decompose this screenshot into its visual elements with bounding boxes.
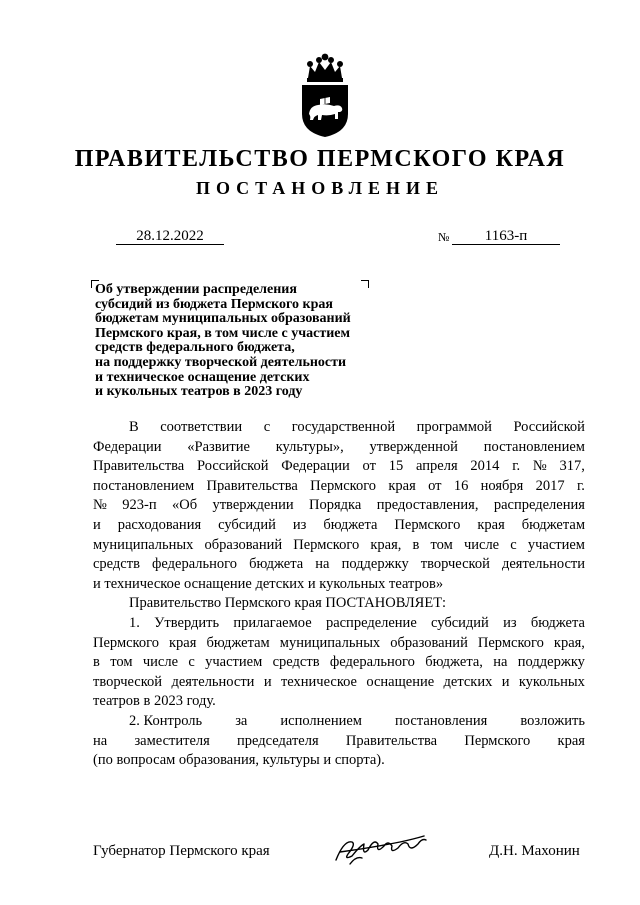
body-word: 1. bbox=[129, 614, 140, 631]
body-word: Федерации bbox=[281, 458, 350, 475]
body-word: субсидий bbox=[218, 516, 276, 533]
body-word: кукольных bbox=[518, 673, 585, 690]
body-word: участием bbox=[527, 536, 585, 553]
body-word: образований bbox=[390, 634, 468, 651]
subject-line: Об утверждении распределения bbox=[95, 282, 297, 297]
body-word: Пермского bbox=[464, 732, 531, 749]
body-word: бюджетам bbox=[521, 516, 585, 533]
body-word: Пермского bbox=[293, 536, 360, 553]
body-line bbox=[93, 457, 585, 477]
body-word: Федерации bbox=[93, 438, 162, 455]
body-line bbox=[93, 751, 585, 771]
body-word: с bbox=[188, 654, 195, 671]
body-word: муниципальных bbox=[93, 536, 194, 553]
body-word: и bbox=[263, 673, 272, 690]
body-word: театров в 2023 году. bbox=[93, 693, 216, 710]
body-line bbox=[93, 614, 585, 634]
body-word: 317, bbox=[559, 458, 585, 475]
body-word: Пермского bbox=[310, 477, 377, 494]
subject-line: бюджетам муниципальных образований bbox=[95, 311, 351, 327]
body-word: распределение bbox=[325, 614, 417, 631]
body-word: края, bbox=[370, 536, 402, 553]
body-line bbox=[93, 438, 585, 458]
body-word: с bbox=[263, 419, 271, 435]
body-word: и bbox=[93, 516, 101, 533]
body-word: 16 bbox=[453, 477, 469, 494]
body-word: средств bbox=[93, 556, 140, 573]
body-word: возложить bbox=[520, 712, 585, 729]
body-word: Пермского bbox=[394, 516, 461, 533]
body-word: федерального bbox=[152, 556, 237, 573]
subject-line: и кукольных театров в 2023 году bbox=[95, 384, 303, 400]
document-subject bbox=[95, 283, 385, 400]
document-date: 28.12.2022 bbox=[116, 228, 224, 245]
number-sign: № bbox=[438, 230, 450, 244]
document-type: ПОСТАНОВЛЕНИЕ bbox=[195, 178, 445, 198]
body-line bbox=[93, 516, 585, 536]
body-word: постановлением bbox=[93, 477, 195, 494]
body-word: средств bbox=[272, 654, 320, 671]
body-word: за bbox=[235, 712, 248, 729]
body-word: образований bbox=[204, 536, 283, 553]
body-line bbox=[93, 634, 585, 654]
body-word: числе bbox=[142, 654, 179, 671]
body-word: края bbox=[557, 732, 585, 749]
body-word: на bbox=[93, 732, 108, 749]
body-word: соответствии bbox=[160, 419, 243, 435]
body-line bbox=[93, 653, 585, 673]
body-word: 2014 bbox=[470, 458, 500, 475]
body-word: исполнением bbox=[280, 712, 362, 729]
body-word: том bbox=[430, 536, 453, 553]
body-line bbox=[93, 496, 585, 516]
body-word: в bbox=[93, 654, 100, 671]
body-word: № bbox=[93, 497, 107, 514]
subject-line: на поддержку творческой деятельности bbox=[95, 354, 347, 370]
body-word: Пермского bbox=[93, 634, 159, 651]
body-line bbox=[93, 555, 585, 575]
body-word: государственной bbox=[291, 419, 396, 435]
body-word: Правительства bbox=[206, 477, 298, 494]
body-word: г. bbox=[576, 477, 585, 494]
resolution-line: Правительство Пермского края ПОСТАНОВЛЯЕТ: bbox=[129, 595, 447, 612]
body-line bbox=[93, 732, 585, 752]
body-word: бюджета bbox=[249, 556, 304, 573]
body-word: детских bbox=[443, 673, 493, 690]
body-word: оснащение bbox=[366, 673, 435, 690]
body-word: деятельности bbox=[501, 556, 585, 573]
body-word: из bbox=[292, 516, 307, 533]
subject-line: Пермского края, в том числе с участием bbox=[95, 325, 351, 341]
body-word: бюджетам bbox=[206, 634, 270, 651]
body-word: техническое bbox=[280, 673, 357, 690]
body-word: постановлением bbox=[483, 438, 585, 455]
body-word: творческой bbox=[93, 673, 163, 690]
subject-line: и техническое оснащение детских bbox=[95, 369, 310, 385]
body-word: Правительства bbox=[93, 458, 185, 475]
body-line bbox=[93, 575, 585, 595]
body-word: утверждении bbox=[212, 497, 294, 514]
perm-krai-coat-of-arms-icon bbox=[296, 52, 354, 138]
government-title: ПРАВИТЕЛЬСТВО ПЕРМСКОГО КРАЯ bbox=[74, 146, 566, 172]
body-word: края bbox=[477, 516, 505, 533]
body-word: и bbox=[501, 673, 510, 690]
subject-line: субсидий из бюджета Пермского края bbox=[95, 296, 333, 312]
signature-icon bbox=[330, 826, 430, 870]
body-word: 923-п bbox=[122, 497, 157, 514]
body-word: муниципальных bbox=[279, 634, 381, 651]
body-word: бюджета bbox=[530, 614, 585, 631]
body-word: ноября bbox=[480, 477, 524, 494]
body-word: Правительства bbox=[345, 732, 438, 749]
document-body bbox=[93, 418, 585, 771]
signer-name: Д.Н. Махонин bbox=[489, 843, 580, 859]
body-word: Российской bbox=[197, 458, 269, 475]
body-word: числе bbox=[463, 536, 500, 553]
body-word: расходования bbox=[117, 516, 202, 533]
body-word: бюджета bbox=[323, 516, 378, 533]
body-word: Порядка bbox=[309, 497, 362, 514]
body-line bbox=[93, 673, 585, 693]
body-word: поддержку bbox=[517, 654, 585, 671]
body-word: 2017 bbox=[535, 477, 565, 494]
body-word: федерального bbox=[329, 654, 415, 671]
body-word: с bbox=[510, 536, 517, 553]
body-word: № bbox=[532, 458, 547, 475]
body-word: (по вопросам образования, культуры и спорта). bbox=[93, 752, 385, 769]
governor-title: Губернатор Пермского края bbox=[93, 843, 270, 859]
body-line bbox=[93, 712, 585, 732]
body-line bbox=[93, 692, 585, 712]
body-word: Утвердить bbox=[154, 614, 220, 631]
body-word: в bbox=[412, 536, 420, 553]
body-word: поддержку bbox=[341, 556, 409, 573]
body-word: заместителя bbox=[134, 732, 210, 749]
body-word: от bbox=[428, 477, 442, 494]
body-word: программой bbox=[416, 419, 492, 435]
body-word: предоставления, bbox=[376, 497, 479, 514]
body-line bbox=[93, 418, 585, 438]
body-word: «Развитие bbox=[187, 438, 250, 455]
body-word: В bbox=[129, 419, 139, 435]
body-word: г. bbox=[512, 458, 521, 475]
document-number: 1163-п bbox=[452, 228, 560, 245]
body-word: прилагаемое bbox=[233, 614, 312, 631]
body-word: апреля bbox=[416, 458, 458, 475]
body-word: края, bbox=[553, 634, 585, 651]
body-word: культуры», bbox=[275, 438, 344, 455]
body-word: творческой bbox=[420, 556, 490, 573]
body-word: бюджета, bbox=[425, 654, 483, 671]
body-word: постановления bbox=[395, 712, 488, 729]
body-word: субсидий bbox=[431, 614, 489, 631]
body-word: края bbox=[169, 634, 197, 651]
body-word: деятельности bbox=[171, 673, 255, 690]
body-word: из bbox=[503, 614, 517, 631]
body-word: на bbox=[315, 556, 330, 573]
body-word: «Об bbox=[171, 497, 198, 514]
body-word: и техническое оснащение детских и кукольных театров» bbox=[93, 575, 444, 592]
body-line bbox=[93, 477, 585, 497]
body-word: на bbox=[493, 654, 508, 671]
body-word: том bbox=[110, 654, 133, 671]
body-word: 2. Контроль bbox=[129, 712, 203, 729]
subject-line: средств федерального бюджета, bbox=[95, 340, 295, 356]
body-word: утвержденной bbox=[369, 438, 458, 455]
body-word: Российской bbox=[513, 419, 585, 435]
body-word: распределения bbox=[493, 497, 585, 514]
body-word: Пермского bbox=[477, 634, 544, 651]
body-word: председателя bbox=[237, 732, 319, 749]
body-word: 15 bbox=[388, 458, 404, 475]
body-word: от bbox=[362, 458, 376, 475]
body-line bbox=[93, 536, 585, 556]
body-word: края bbox=[388, 477, 416, 494]
body-word: участием bbox=[205, 654, 263, 671]
